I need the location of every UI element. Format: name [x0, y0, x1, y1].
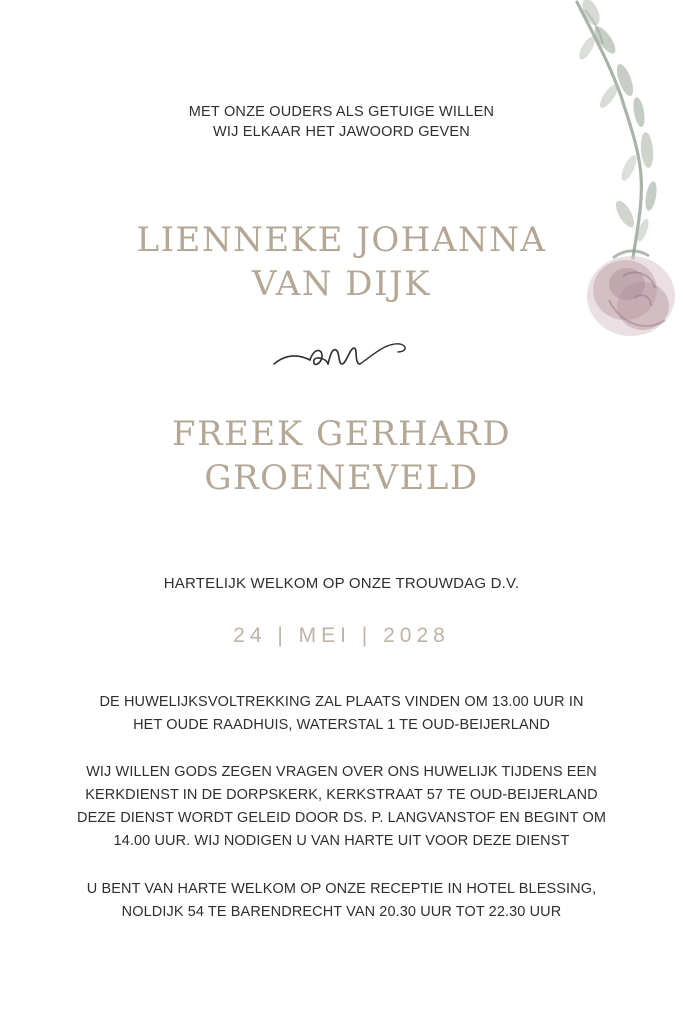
reception-paragraph: [0, 878, 683, 924]
ceremony-paragraph: [0, 691, 683, 737]
ceremony-line-1: DE HUWELIJKSVOLTREKKING ZAL PLAATS VINDEN OM 13.00 UUR IN: [99, 694, 584, 710]
intro-line-2: WIJ ELKAAR HET JAWOORD GEVEN: [213, 124, 470, 140]
church-line-4: 14.00 UUR. WIJ NODIGEN U VAN HARTE UIT VOOR DEZE DIENST: [113, 833, 570, 849]
church-line-2: KERKDIENST IN DE DORPSKERK, KERKSTRAAT 57 TE OUD-BEIJERLAND: [85, 787, 598, 803]
script-en-flourish: [270, 334, 412, 376]
connector-text: en: [270, 334, 272, 335]
reception-line-1: U BENT VAN HARTE WELKOM OP ONZE RECEPTIE IN HOTEL BLESSING,: [86, 881, 597, 897]
bride-name-line-1: LIENNEKE JOHANNA: [136, 220, 547, 260]
church-line-3: DEZE DIENST WORDT GELEID DOOR DS. P. LANGVANSTOF EN BEGINT OM: [77, 810, 606, 826]
ceremony-line-2: HET OUDE RAADHUIS, WATERSTAL 1 TE OUD-BEIJERLAND: [133, 717, 550, 733]
bride-name: [0, 218, 683, 306]
wedding-date: 24 | MEI | 2028: [233, 624, 450, 647]
church-line-1: WIJ WILLEN GODS ZEGEN VRAGEN OVER ONS HUWELIJK TIJDENS EEN: [86, 764, 597, 780]
groom-name-line-1: FREEK GERHARD: [171, 414, 512, 454]
church-paragraph: [0, 761, 683, 853]
groom-name: [0, 412, 683, 500]
intro-line-1: MET ONZE OUDERS ALS GETUIGE WILLEN: [188, 104, 495, 120]
groom-name-line-2: GROENEVELD: [204, 458, 479, 498]
welcome-text: HARTELIJK WELKOM OP ONZE TROUWDAG D.V.: [163, 575, 520, 592]
bride-name-line-2: VAN DIJK: [251, 264, 432, 304]
intro-text: [0, 102, 683, 142]
reception-line-2: NOLDIJK 54 TE BARENDRECHT VAN 20.30 UUR TOT 22.30 UUR: [121, 904, 562, 920]
